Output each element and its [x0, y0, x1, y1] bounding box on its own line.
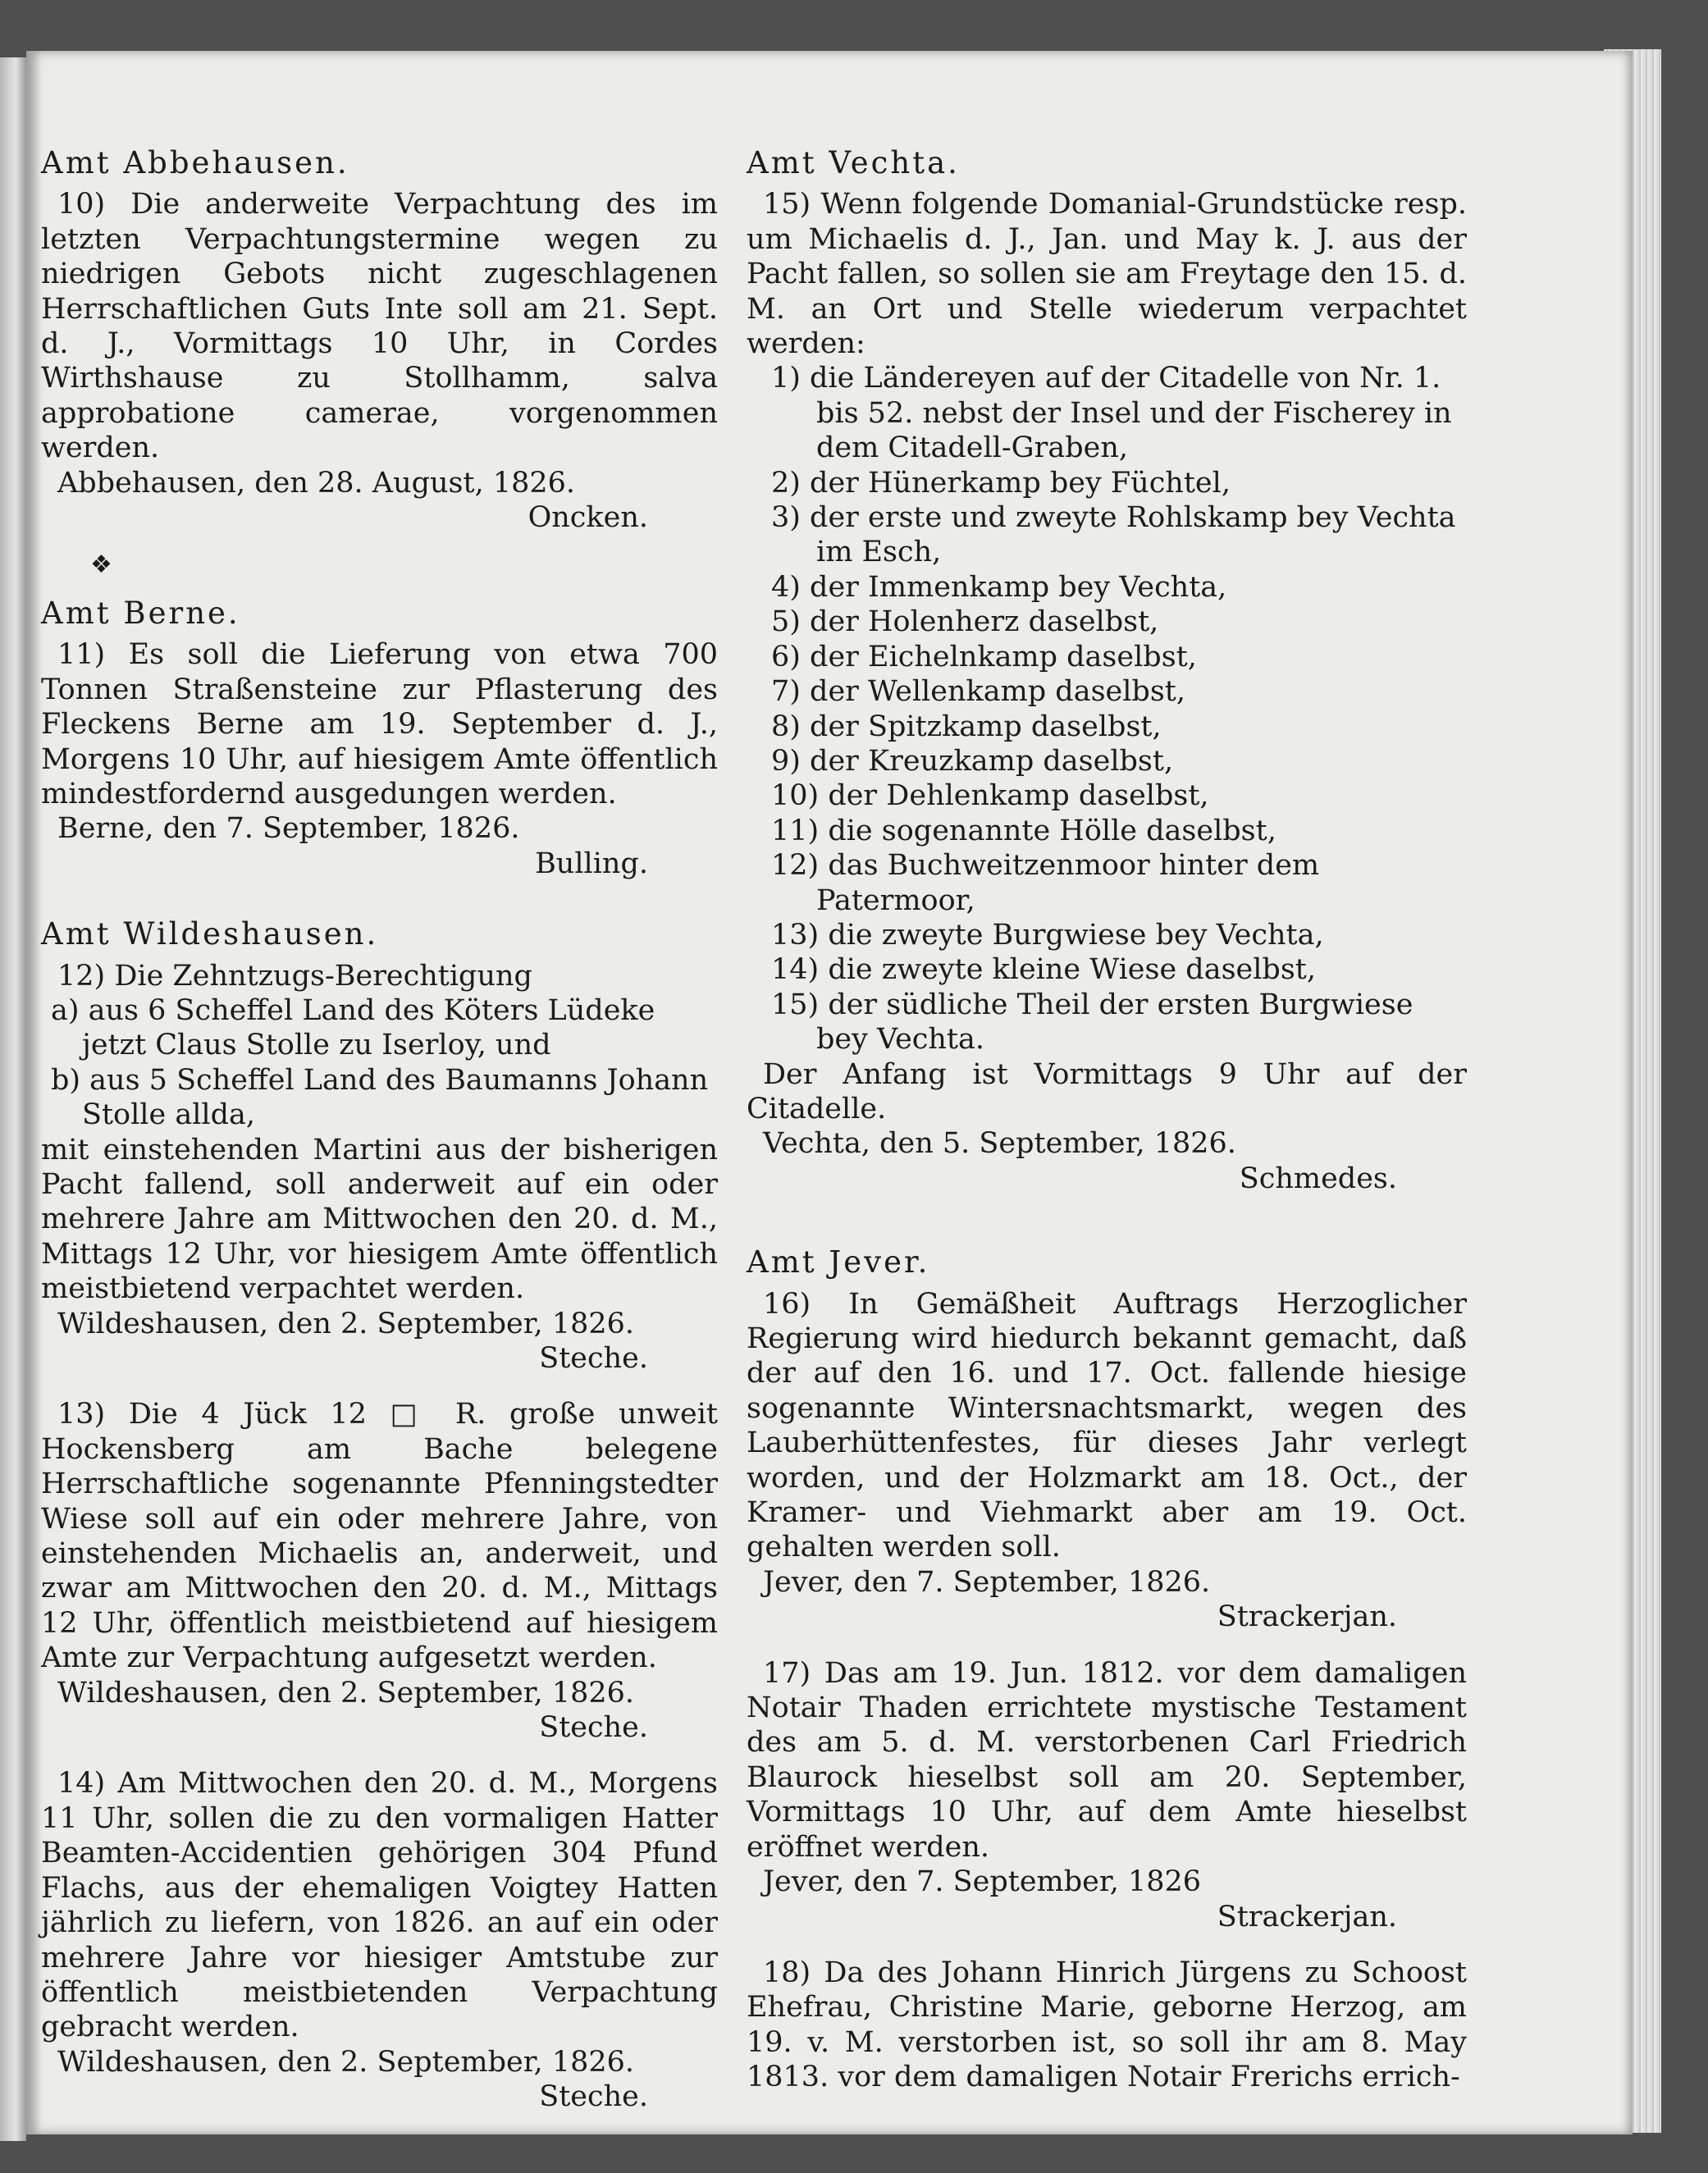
signature-steche-12: Steche. — [539, 1342, 648, 1375]
signature-schmedes: Schmedes. — [1239, 1162, 1397, 1195]
section-heading-abbehausen: Amt Abbehausen. — [41, 145, 349, 180]
notice-15-list — [747, 361, 1467, 1057]
dateline-jever-17: Jever, den 7. September, 1826 — [763, 1865, 1202, 1899]
section-heading-vechta: Amt Vechta. — [747, 145, 960, 180]
book-gutter — [26, 51, 41, 2134]
right-column — [747, 146, 1467, 2095]
signature-bulling: Bulling. — [535, 847, 648, 880]
notice-16: 16) In Gemäßheit Auftrags Herzoglicher Regierung wird hiedurch bekannt gemacht, daß der auf den 16. und 17. Oct. fallende hiesige sogenannte Wintersnachtsmarkt, wegen des Lauberhüttenfestes, für dieses Jahr verlegt worden, und der Holzmarkt am 18. Oct., der Kramer- und Viehmarkt aber am 19. Oct. gehalten werden soll. — [747, 1287, 1467, 1564]
section-heading-berne: Amt Berne. — [41, 595, 240, 631]
list-item: 13) die zweyte Burgwiese bey Vechta, — [771, 918, 1324, 952]
list-item: b) aus 5 Scheffel Land des Baumanns Johann Stolle allda, — [51, 1063, 709, 1132]
notice-14: 14) Am Mittwochen den 20. d. M., Morgens 11 Uhr, sollen die zu den vormaligen Hatter Beamten-Accidentien gehörigen 304 Pfund Flachs, aus der ehemaligen Voigtey Hatten jährlich zu liefern, von 1826. an auf ein oder mehrere Jahre vor hiesiger Amtstube zur öffentlich meistbietenden Verpachtung gebracht werden. — [41, 1767, 718, 2044]
notice-15-closing: Der Anfang ist Vormittags 9 Uhr auf der Citadelle. — [747, 1057, 1467, 1125]
section-heading-jever: Amt Jever. — [747, 1244, 930, 1281]
notice-11: 11) Es soll die Lieferung von etwa 700 Tonnen Straßensteine zur Pflasterung des Fleckens Berne am 19. September d. J., Morgens 10 Uhr, auf hiesigem Amte öffentlich mindestfordernd ausgedungen werden. — [41, 638, 718, 810]
section-heading-wildeshausen: Amt Wildeshausen. — [41, 916, 379, 952]
notice-18: 18) Da des Johann Hinrich Jürgens zu Schoost Ehefrau, Christine Marie, geborne Herzog, am 19. v. M. verstorben ist, so soll ihr am 8. May 1813. vor dem damaligen Notair Frerichs errich- — [747, 1956, 1467, 2094]
list-item: 14) die zweyte kleine Wiese daselbst, — [771, 953, 1316, 987]
dateline-berne: Berne, den 7. September, 1826. — [57, 812, 520, 846]
list-item: 3) der erste und zweyte Rohlskamp bey Vechta im Esch, — [771, 501, 1456, 569]
list-item: 1) die Ländereyen auf der Citadelle von Nr. 1. bis 52. nebst der Insel und der Fischerey in dem Citadell-Graben, — [771, 362, 1452, 465]
previous-page-edge — [0, 57, 26, 2141]
dateline-jever-16: Jever, den 7. September, 1826. — [763, 1565, 1211, 1599]
list-item: a) aus 6 Scheffel Land des Köters Lüdeke jetzt Claus Stolle zu Iserloy, und — [51, 993, 655, 1062]
dateline-wildeshausen-13: Wildeshausen, den 2. September, 1826. — [57, 1676, 635, 1710]
list-item: 4) der Immenkamp bey Vechta, — [771, 570, 1227, 604]
list-item: 5) der Holenherz daselbst, — [771, 605, 1159, 639]
notice-10: 10) Die anderweite Verpachtung des im letzten Verpachtungstermine wegen zu niedrigen Gebots nicht zugeschlagenen Herrschaftlichen Guts Inte soll am 21. Sept. d. J., Vormittags 10 Uhr, in Cordes Wirthshause zu Stollhamm, salva approbatione camerae, vorgenommen werden. — [41, 188, 718, 465]
list-item: 11) die sogenannte Hölle daselbst, — [771, 814, 1276, 847]
dateline-wildeshausen-14: Wildeshausen, den 2. September, 1826. — [57, 2045, 635, 2079]
signature-strackerjan-16: Strackerjan. — [1217, 1600, 1397, 1634]
list-item: 12) das Buchweitzenmoor hinter dem Patermoor, — [771, 849, 1320, 917]
dateline-wildeshausen-12: Wildeshausen, den 2. September, 1826. — [57, 1307, 635, 1340]
notice-15-intro: 15) Wenn folgende Domanial-Grundstücke resp. um Michaelis d. J., Jan. und May k. J. aus der Pacht fallen, so sollen sie am Freytage den 15. d. M. an Ort und Stelle wiederum verpachtet werden: — [747, 188, 1467, 361]
ornament-icon: ❖ — [90, 550, 112, 580]
notice-12-intro: 12) Die Zehntzugs-Berechtigung — [57, 959, 532, 993]
notice-13: 13) Die 4 Jück 12 □ R. große unweit Hockensberg am Bache belegene Herrschaftliche sogenannte Pfenningstedter Wiese soll auf ein oder mehrere Jahre, von einstehenden Michaelis an, anderweit, und zwar am Mittwochen den 20. d. M., Mittags 12 Uhr, öffentlich meistbietend auf hiesigem Amte zur Verpachtung aufgesetzt werden. — [41, 1398, 718, 1675]
signature-steche-13: Steche. — [539, 1711, 648, 1745]
signature-oncken: Oncken. — [527, 501, 648, 535]
notice-12-body: mit einstehenden Martini aus der bisherigen Pacht fallend, soll anderweit auf ein oder mehrere Jahre am Mittwochen den 20. d. M., Mittags 12 Uhr, vor hiesigem Amte öffentlich meistbietend verpachtet werden. — [41, 1133, 718, 1306]
signature-steche-14: Steche. — [539, 2080, 648, 2114]
list-item: 8) der Spitzkamp daselbst, — [771, 710, 1162, 743]
list-item: 9) der Kreuzkamp daselbst, — [771, 744, 1174, 778]
list-item: 10) der Dehlenkamp daselbst, — [771, 779, 1209, 813]
list-item: 7) der Wellenkamp daselbst, — [771, 675, 1185, 709]
notice-12-list — [41, 993, 718, 1133]
dateline-vechta: Vechta, den 5. September, 1826. — [763, 1127, 1236, 1161]
left-column — [41, 146, 718, 2115]
list-item: 6) der Eichelnkamp daselbst, — [771, 640, 1197, 673]
dateline-abbehausen: Abbehausen, den 28. August, 1826. — [57, 466, 576, 500]
signature-strackerjan-17: Strackerjan. — [1217, 1900, 1397, 1933]
list-item: 2) der Hünerkamp bey Füchtel, — [771, 466, 1231, 500]
list-item: 15) der südliche Theil der ersten Burgwiese bey Vechta. — [771, 988, 1413, 1057]
notice-17: 17) Das am 19. Jun. 1812. vor dem damaligen Notair Thaden errichtete mystische Testament des am 5. d. M. verstorbenen Carl Friedrich Blaurock hieselbst soll am 20. September, Vormittags 10 Uhr, auf dem Amte hieselbst eröffnet werden. — [747, 1656, 1467, 1864]
